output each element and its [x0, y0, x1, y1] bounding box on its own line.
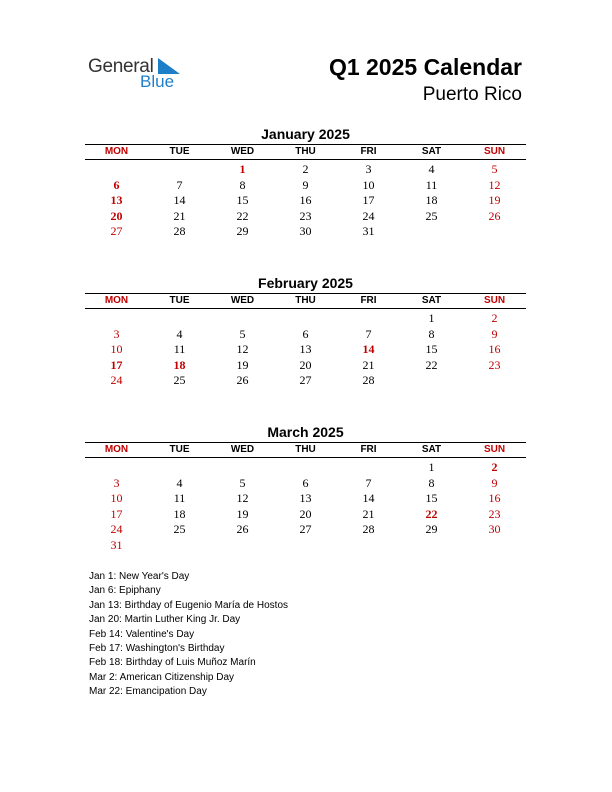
day-cell: 20: [299, 506, 312, 521]
logo-text-blue: Blue: [140, 72, 175, 91]
week-row: [85, 178, 526, 194]
day-cell: 1: [428, 460, 435, 474]
month-title: February 2025: [258, 275, 353, 291]
weekday-label: MON: [104, 295, 129, 306]
day-cell: 16: [299, 193, 312, 207]
empty-day-cell: [148, 162, 211, 178]
weekday-label: SAT: [421, 444, 442, 455]
day-cell: 22: [425, 506, 438, 521]
day-cell: 23: [488, 357, 501, 372]
day-cell: 4: [176, 326, 183, 341]
day-cell: 31: [362, 224, 375, 238]
weekday-header: [85, 442, 526, 458]
week-row: [85, 311, 526, 327]
weekday-label: WED: [230, 295, 255, 306]
day-cell: 19: [236, 506, 249, 521]
weekday-label: THU: [295, 295, 316, 306]
logo-text-general: General: [88, 56, 154, 77]
day-cell: 9: [302, 177, 309, 192]
weekday-label: SUN: [483, 444, 506, 455]
day-cell: 19: [236, 357, 249, 372]
week-row: [85, 476, 526, 492]
week-row: [85, 522, 526, 538]
holiday-item: Feb 14: Valentine's Day: [89, 628, 195, 640]
day-cell: 19: [488, 193, 501, 207]
holiday-list: [89, 570, 288, 700]
weekday-label: SAT: [421, 295, 442, 306]
day-cell: 24: [110, 373, 123, 387]
day-cell: 16: [488, 342, 501, 356]
weekday-label: FRI: [360, 295, 377, 306]
day-cell: 14: [173, 193, 186, 207]
page-subtitle: Puerto Rico: [422, 84, 522, 105]
day-cell: 6: [302, 475, 309, 490]
day-cell: 8: [428, 326, 435, 341]
day-cell: 29: [236, 224, 249, 238]
day-cell: 10: [362, 177, 375, 192]
weekday-label: WED: [230, 146, 255, 157]
holiday-item: Mar 22: Emancipation Day: [89, 686, 207, 698]
empty-day-cell: [463, 373, 526, 389]
day-cell: 24: [110, 522, 123, 536]
page-title: Q1 2025 Calendar: [328, 54, 522, 80]
day-cell: 21: [173, 208, 186, 223]
day-cell: 3: [365, 162, 372, 176]
day-cell: 22: [425, 357, 438, 372]
empty-day-cell: [211, 311, 274, 327]
week-row: [85, 162, 526, 178]
day-cell: 23: [488, 506, 501, 521]
day-cell: 18: [173, 506, 186, 521]
week-row: [85, 224, 526, 240]
empty-day-cell: [337, 460, 400, 476]
weekday-label: MON: [104, 444, 129, 455]
day-grid: [85, 160, 526, 240]
day-grid: [85, 309, 526, 389]
day-cell: 1: [239, 162, 246, 176]
day-cell: 23: [299, 208, 312, 223]
day-cell: 13: [299, 491, 312, 505]
empty-day-cell: [211, 538, 274, 554]
empty-day-cell: [463, 224, 526, 240]
week-row: [85, 491, 526, 507]
holiday-item: Feb 17: Washington's Birthday: [89, 642, 225, 654]
weekday-label: SUN: [483, 295, 506, 306]
day-cell: 24: [362, 208, 375, 223]
day-cell: 22: [236, 208, 249, 223]
day-cell: 17: [110, 357, 123, 372]
empty-day-cell: [148, 311, 211, 327]
day-cell: 9: [491, 326, 498, 341]
holiday-item: Mar 2: American Citizenship Day: [89, 671, 235, 683]
day-cell: 12: [236, 491, 249, 505]
generalblue-logo: [88, 56, 198, 96]
week-row: [85, 538, 526, 554]
weekday-label: THU: [295, 444, 316, 455]
empty-day-cell: [148, 538, 211, 554]
day-cell: 5: [239, 475, 246, 490]
day-cell: 8: [428, 475, 435, 490]
weekday-label: WED: [230, 444, 255, 455]
weekday-label: SAT: [421, 146, 442, 157]
empty-day-cell: [85, 460, 148, 476]
day-cell: 4: [428, 162, 435, 176]
day-cell: 14: [362, 491, 375, 505]
day-cell: 3: [113, 475, 120, 490]
day-cell: 17: [110, 506, 123, 521]
empty-day-cell: [274, 311, 337, 327]
day-grid: [85, 458, 526, 553]
weekday-header: [85, 293, 526, 309]
holiday-item: Feb 18: Birthday of Luis Muñoz Marín: [89, 657, 256, 669]
day-cell: 7: [176, 177, 183, 192]
weekday-header: [85, 144, 526, 160]
day-cell: 26: [488, 208, 501, 223]
weekday-label: MON: [104, 146, 129, 157]
day-cell: 20: [110, 208, 123, 223]
day-cell: 26: [236, 373, 249, 387]
empty-day-cell: [337, 538, 400, 554]
week-row: [85, 209, 526, 225]
weekday-label: TUE: [169, 444, 190, 455]
day-cell: 16: [488, 491, 501, 505]
day-cell: 11: [425, 177, 438, 192]
day-cell: 31: [110, 537, 123, 552]
week-row: [85, 373, 526, 389]
day-cell: 21: [362, 357, 375, 372]
empty-day-cell: [274, 460, 337, 476]
day-cell: 9: [491, 475, 498, 490]
weekday-label: TUE: [169, 295, 190, 306]
week-row: [85, 507, 526, 523]
day-cell: 7: [365, 475, 372, 490]
weekday-label: THU: [295, 146, 316, 157]
day-cell: 30: [299, 224, 312, 238]
holiday-item: Jan 13: Birthday of Eugenio María de Hostos: [89, 599, 289, 611]
empty-day-cell: [274, 538, 337, 554]
empty-day-cell: [400, 538, 463, 554]
day-cell: 5: [239, 326, 246, 341]
day-cell: 1: [428, 311, 435, 325]
month-title: March 2025: [267, 424, 344, 440]
day-cell: 15: [425, 491, 438, 505]
day-cell: 18: [425, 193, 438, 207]
day-cell: 30: [488, 522, 501, 536]
month-january: [85, 124, 526, 240]
week-row: [85, 327, 526, 343]
weekday-label: SUN: [483, 146, 506, 157]
weekday-label: TUE: [169, 146, 190, 157]
day-cell: 2: [491, 460, 498, 474]
day-cell: 18: [173, 357, 186, 372]
day-cell: 27: [110, 224, 123, 238]
day-cell: 15: [425, 342, 438, 356]
day-cell: 28: [362, 373, 375, 387]
day-cell: 10: [110, 342, 123, 356]
day-cell: 4: [176, 475, 183, 490]
holiday-item: Jan 20: Martin Luther King Jr. Day: [89, 614, 241, 626]
week-row: [85, 358, 526, 374]
day-cell: 12: [488, 177, 501, 192]
day-cell: 8: [239, 177, 246, 192]
day-cell: 17: [362, 193, 375, 207]
week-row: [85, 193, 526, 209]
holiday-item: Jan 1: New Year's Day: [89, 571, 190, 582]
month-march: [85, 422, 526, 553]
day-cell: 13: [110, 193, 123, 207]
day-cell: 28: [362, 522, 375, 536]
holiday-item: Jan 6: Epiphany: [89, 585, 161, 597]
empty-day-cell: [337, 311, 400, 327]
empty-day-cell: [148, 460, 211, 476]
weekday-label: FRI: [360, 146, 377, 157]
day-cell: 11: [173, 342, 186, 356]
day-cell: 27: [299, 373, 312, 387]
day-cell: 3: [113, 326, 120, 341]
day-cell: 15: [236, 193, 249, 207]
week-row: [85, 342, 526, 358]
day-cell: 12: [236, 342, 249, 356]
day-cell: 11: [173, 491, 186, 505]
empty-day-cell: [400, 224, 463, 240]
weekday-label: FRI: [360, 444, 377, 455]
day-cell: 2: [302, 162, 309, 176]
month-february: [85, 273, 526, 389]
day-cell: 25: [173, 373, 186, 387]
day-cell: 10: [110, 491, 123, 505]
day-cell: 7: [365, 326, 372, 341]
day-cell: 2: [491, 311, 498, 325]
empty-day-cell: [85, 311, 148, 327]
day-cell: 20: [299, 357, 312, 372]
month-title: January 2025: [261, 126, 350, 142]
week-row: [85, 460, 526, 476]
day-cell: 29: [425, 522, 438, 536]
day-cell: 6: [302, 326, 309, 341]
day-cell: 28: [173, 224, 186, 238]
empty-day-cell: [85, 162, 148, 178]
day-cell: 5: [491, 162, 498, 176]
day-cell: 14: [362, 342, 375, 356]
day-cell: 13: [299, 342, 312, 356]
day-cell: 27: [299, 522, 312, 536]
empty-day-cell: [463, 538, 526, 554]
empty-day-cell: [400, 373, 463, 389]
day-cell: 25: [425, 208, 438, 223]
day-cell: 6: [113, 177, 120, 192]
empty-day-cell: [211, 460, 274, 476]
day-cell: 21: [362, 506, 375, 521]
day-cell: 26: [236, 522, 249, 536]
day-cell: 25: [173, 522, 186, 536]
